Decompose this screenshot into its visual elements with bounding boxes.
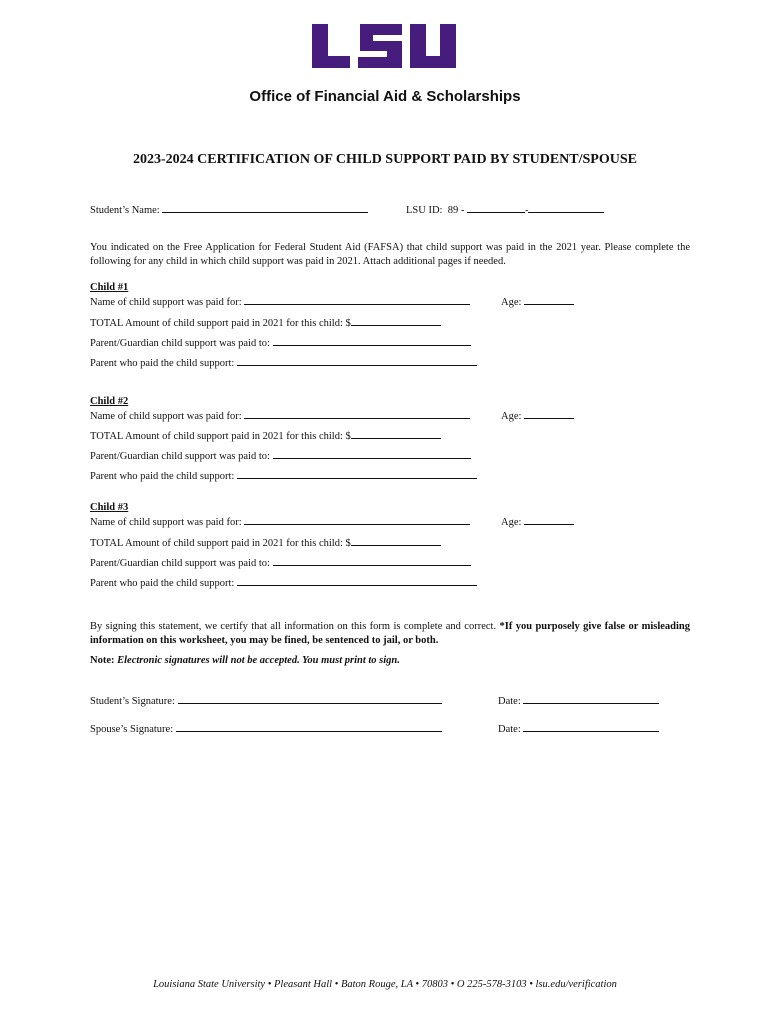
child-2-guardian-field[interactable]: [273, 449, 471, 459]
child-3-name-label: Name of child support was paid for:: [90, 517, 242, 528]
child-3-guardian-label: Parent/Guardian child support was paid to:: [90, 558, 270, 569]
lsu-id-row: [406, 203, 604, 216]
child-1-total-field[interactable]: [351, 316, 441, 326]
student-signature-field[interactable]: [178, 694, 442, 704]
child-3-age-label: Age:: [501, 517, 522, 528]
child-1-parent-label: Parent who paid the child support:: [90, 358, 235, 369]
child-2-name-field[interactable]: [244, 409, 470, 419]
lsu-id-label: LSU ID:: [406, 205, 443, 216]
office-title: Office of Financial Aid & Scholarships: [249, 88, 521, 105]
child-1-age-field[interactable]: [524, 295, 574, 305]
child-1-heading: Child #1: [90, 282, 129, 293]
child-1-name-label: Name of child support was paid for:: [90, 297, 242, 308]
child-2-guardian-label: Parent/Guardian child support was paid to:: [90, 451, 270, 462]
child-2-parent-field[interactable]: [237, 469, 477, 479]
child-3-guardian-field[interactable]: [273, 556, 471, 566]
spouse-date-label: Date:: [498, 724, 521, 735]
child-2-parent-label: Parent who paid the child support:: [90, 471, 235, 482]
child-3-total-field[interactable]: [351, 536, 441, 546]
child-3-heading: Child #3: [90, 502, 129, 513]
child-3-age-field[interactable]: [524, 515, 574, 525]
spouse-signature-label: Spouse’s Signature:: [90, 724, 174, 735]
lsu-id-separator: -: [524, 205, 529, 216]
child-1-total-label: TOTAL Amount of child support paid in 2021 for this child: $: [90, 318, 351, 329]
child-2-name-label: Name of child support was paid for:: [90, 411, 242, 422]
child-2-age-label: Age:: [501, 411, 522, 422]
note: [90, 655, 400, 666]
student-date-field[interactable]: [523, 694, 659, 704]
child-1-guardian-field[interactable]: [273, 336, 471, 346]
lsu-id-field-part1[interactable]: [467, 203, 525, 213]
child-3-total-label: TOTAL Amount of child support paid in 2021 for this child: $: [90, 538, 351, 549]
child-3-parent-field[interactable]: [237, 576, 477, 586]
child-1-parent-field[interactable]: [237, 356, 477, 366]
instructions: You indicated on the Free Application for Federal Student Aid (FAFSA) that child support was paid in the 2021 year. Please complete the following for any child in which child support was paid in 2021. Attach additional pages if needed.: [90, 242, 690, 267]
child-1-guardian-label: Parent/Guardian child support was paid to:: [90, 338, 270, 349]
certification-statement: [90, 620, 690, 648]
child-2-heading: Child #2: [90, 396, 129, 407]
child-2-total-label: TOTAL Amount of child support paid in 2021 for this child: $: [90, 431, 351, 442]
lsu-logo: [310, 22, 458, 70]
form-title: 2023-2024 CERTIFICATION OF CHILD SUPPORT PAID BY STUDENT/SPOUSE: [133, 152, 637, 167]
spouse-signature-field[interactable]: [176, 722, 442, 732]
student-date-label: Date:: [498, 696, 521, 707]
child-1-age-label: Age:: [501, 297, 522, 308]
note-label: Note:: [90, 655, 115, 666]
certification-warning: *If you purposely give false or misleading information on this worksheet, you may be fined, be sentenced to jail, or both.: [90, 621, 691, 646]
child-1-name-field[interactable]: [244, 295, 470, 305]
student-signature-label: Student’s Signature:: [90, 696, 175, 707]
child-2-total-field[interactable]: [351, 429, 441, 439]
lsu-id-field-part2[interactable]: [528, 203, 604, 213]
child-3-parent-label: Parent who paid the child support:: [90, 578, 235, 589]
student-name-row: [90, 203, 368, 216]
note-text: Electronic signatures will not be accepted. You must print to sign.: [117, 655, 400, 666]
student-name-field[interactable]: [162, 203, 368, 213]
child-3-name-field[interactable]: [244, 515, 470, 525]
child-2-age-field[interactable]: [524, 409, 574, 419]
student-name-label: Student’s Name:: [90, 205, 160, 216]
lsu-id-prefix: 89 -: [447, 205, 465, 216]
footer: Louisiana State University • Pleasant Hall • Baton Rouge, LA • 70803 • O 225-578-3103 • lsu.edu/verification: [153, 979, 617, 990]
certification-text: By signing this statement, we certify that all information on this form is complete and correct.: [90, 621, 497, 632]
spouse-date-field[interactable]: [523, 722, 659, 732]
